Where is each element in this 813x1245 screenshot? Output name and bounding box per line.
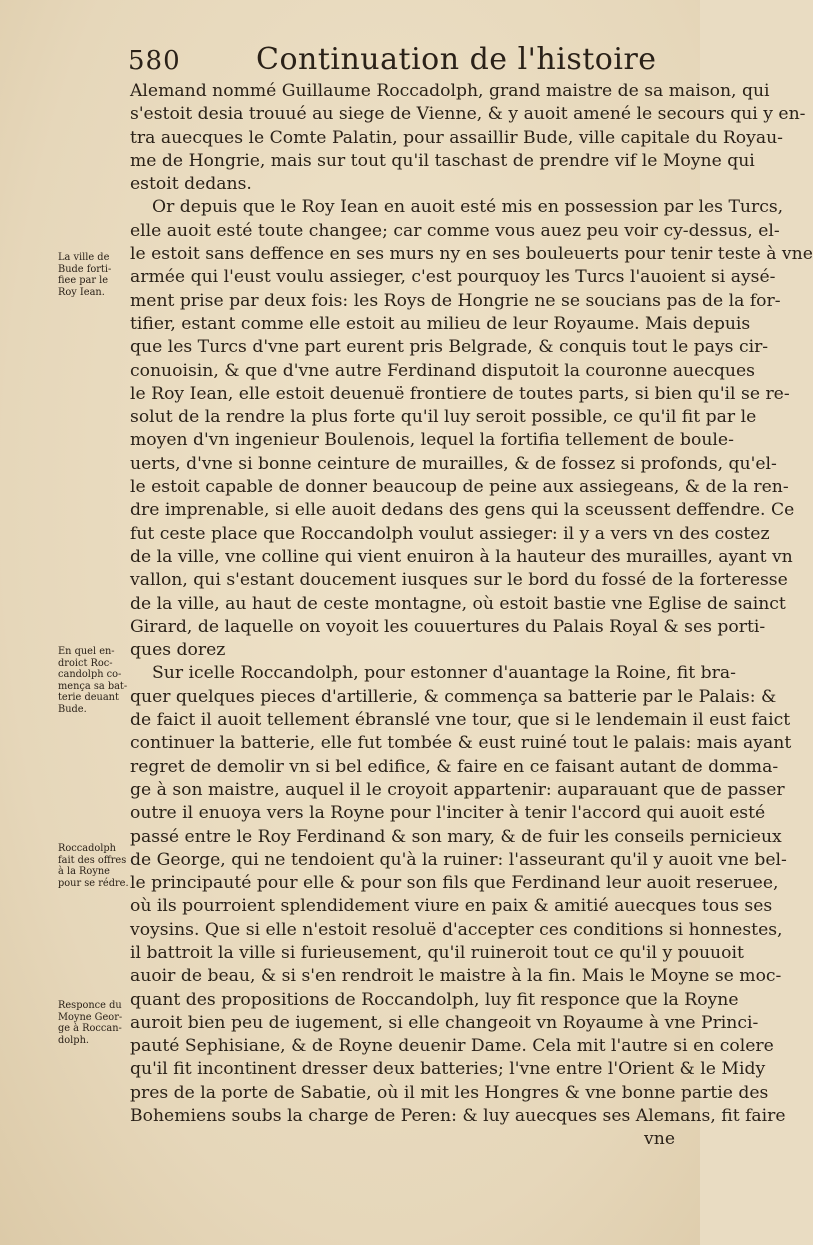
text-line: vallon, qui s'estant doucement iusques sur le bord du fossé de la forteresse	[130, 570, 788, 591]
text-line: passé entre le Roy Ferdinand & son mary, & de fuir les conseils pernicieux	[130, 826, 782, 847]
text-line: voysins. Que si elle n'estoit resoluë d'accepter ces conditions si honnestes,	[130, 919, 783, 940]
margin-note-line: dolph.	[58, 1034, 89, 1046]
text-line: le estoit capable de donner beaucoup de peine aux assiegeans, & de la ren-	[130, 477, 789, 498]
text-line: le estoit sans deffence en ses murs ny en ses bouleuerts pour tenir teste à vne	[130, 244, 813, 265]
margin-note	[58, 252, 130, 298]
margin-note-line: fait des offres	[58, 854, 127, 866]
page-number: 580	[128, 46, 181, 76]
text-line: estoit dedans.	[130, 174, 252, 195]
text-line: auoir de beau, & si s'en rendroit le maistre à la fin. Mais le Moyne se moc-	[130, 966, 782, 987]
text-line: ment prise par deux fois: les Roys de Hongrie ne se soucians pas de la for-	[130, 290, 781, 311]
margin-note-line: La ville de	[58, 252, 110, 263]
text-line: de faict il auoit tellement ébranslé vne tour, que si le lendemain il eust faict	[130, 710, 791, 731]
margin-note	[58, 646, 130, 716]
margin-note-line: Bude.	[58, 703, 87, 715]
text-line: me de Hongrie, mais sur tout qu'il taschast de prendre vif le Moyne qui	[130, 150, 755, 171]
text-line: pres de la porte de Sabatie, où il mit les Hongres & vne bonne partie des	[130, 1082, 769, 1103]
text-line: outre il enuoya vers la Royne pour l'inciter à tenir l'accord qui auoit esté	[130, 803, 766, 824]
margin-note-line: Roccadolph	[58, 843, 116, 854]
text-line: qu'il fit incontinent dresser deux batteries; l'vne entre l'Orient & le Midy	[130, 1059, 766, 1080]
margin-note-line: terie deuant	[58, 692, 119, 704]
page-header	[128, 42, 673, 82]
margin-note-line: Moyne Geor-	[58, 1011, 123, 1023]
margin-note-line: En quel en-	[58, 646, 115, 657]
margin-note-line: fiee par le	[58, 275, 109, 287]
text-line: tra auecques le Comte Palatin, pour assaillir Bude, ville capitale du Royau-	[130, 127, 783, 148]
text-line: conuoisin, & que d'vne autre Ferdinand disputoit la couronne auecques	[130, 360, 755, 381]
running-title: Continuation de l'histoire	[256, 42, 657, 77]
text-line: de la ville, vne colline qui vient enuiron à la hauteur des murailles, ayant vn	[130, 546, 793, 567]
text-line: solut de la rendre la plus forte qu'il luy seroit possible, ce qu'il fit par le	[130, 407, 757, 428]
text-line: fut ceste place que Roccandolph voulut assieger: il y a vers vn des costez	[130, 523, 770, 544]
margin-note	[58, 843, 130, 889]
text-line: quer quelques pieces d'artillerie, & commença sa batterie par le Palais: &	[130, 686, 777, 707]
text-line: où ils pourroient splendidement viure en paix & amitié auecques tous ses	[130, 896, 773, 917]
text-line: quant des propositions de Roccandolph, luy fit responce que la Royne	[130, 989, 739, 1010]
text-line: Or depuis que le Roy Iean en auoit esté mis en possession par les Turcs,	[152, 197, 784, 218]
margin-note-line: Bude forti-	[58, 263, 112, 275]
text-line: Girard, de laquelle on voyoit les couuertures du Palais Royal & ses porti-	[130, 616, 766, 637]
text-line: le principauté pour elle & pour son fils que Ferdinand leur auoit reseruee,	[130, 873, 779, 894]
text-line: continuer la batterie, elle fut tombée & eust ruiné tout le palais: mais ayant	[130, 733, 792, 754]
text-line: de George, qui ne tendoient qu'à la ruiner: l'asseurant qu'il y auoit vne bel-	[130, 849, 787, 870]
margin-note-line: droict Roc-	[58, 657, 113, 669]
margin-note-line: Roy Iean.	[58, 286, 105, 298]
margin-note-line: candolph co-	[58, 669, 122, 681]
text-line: dre imprenable, si elle auoit dedans des gens qui la sceussent deffendre. Ce	[130, 500, 795, 521]
text-line: ge à son maistre, auquel il le croyoit appartenir: auparauant que de passer	[130, 779, 785, 800]
text-line: regret de demolir vn si bel edifice, & faire en ce faisant autant de domma-	[130, 756, 779, 777]
margin-note-line: à la Royne	[58, 866, 110, 878]
text-line: moyen d'vn ingenieur Boulenois, lequel la fortifia tellement de boule-	[130, 430, 734, 451]
text-line: Bohemiens soubs la charge de Peren: & luy auecques ses Alemans, fit faire	[130, 1106, 786, 1127]
body-text	[130, 80, 813, 1152]
margin-note-line: ge à Roccan-	[58, 1023, 122, 1035]
text-line: ques dorez	[130, 640, 226, 661]
text-line: Sur icelle Roccandolph, pour estonner d'auantage la Roine, fit bra-	[152, 663, 736, 684]
text-line: s'estoit desia trouué au siege de Vienne, & y auoit amené le secours qui y en-	[130, 104, 806, 125]
text-line: de la ville, au haut de ceste montagne, où estoit bastie vne Eglise de sainct	[130, 593, 786, 614]
margin-note	[58, 1000, 130, 1046]
text-line: pauté Sephisiane, & de Royne deuenir Dame. Cela mit l'autre si en colere	[130, 1036, 774, 1057]
text-line: uerts, d'vne si bonne ceinture de murailles, & de fossez si profonds, qu'el-	[130, 453, 777, 474]
text-line: que les Turcs d'vne part eurent pris Belgrade, & conquis tout le pays cir-	[130, 337, 769, 358]
text-line: elle auoit esté toute changee; car comme vous auez peu voir cy-dessus, el-	[130, 220, 780, 241]
text-line: il battroit la ville si furieusement, qu'il ruineroit tout ce qu'il y pouuoit	[130, 942, 744, 963]
margin-note-line: mença sa bat-	[58, 680, 128, 692]
text-line: le Roy Iean, elle estoit deuenuë frontiere de toutes parts, si bien qu'il se re-	[130, 383, 790, 404]
text-line: Alemand nommé Guillaume Roccadolph, grand maistre de sa maison, qui	[130, 81, 770, 101]
text-line: auroit bien peu de iugement, si elle changeoit vn Royaume à vne Princi-	[130, 1012, 759, 1033]
text-line: vne	[644, 1129, 675, 1150]
margin-note-line: Responce du	[58, 1000, 122, 1011]
text-line: armée qui l'eust voulu assieger, c'est pourquoy les Turcs l'auoient si aysé-	[130, 267, 776, 288]
margin-note-line: pour se rédre.	[58, 877, 129, 889]
text-line: tifier, estant comme elle estoit au milieu de leur Royaume. Mais depuis	[130, 313, 751, 334]
